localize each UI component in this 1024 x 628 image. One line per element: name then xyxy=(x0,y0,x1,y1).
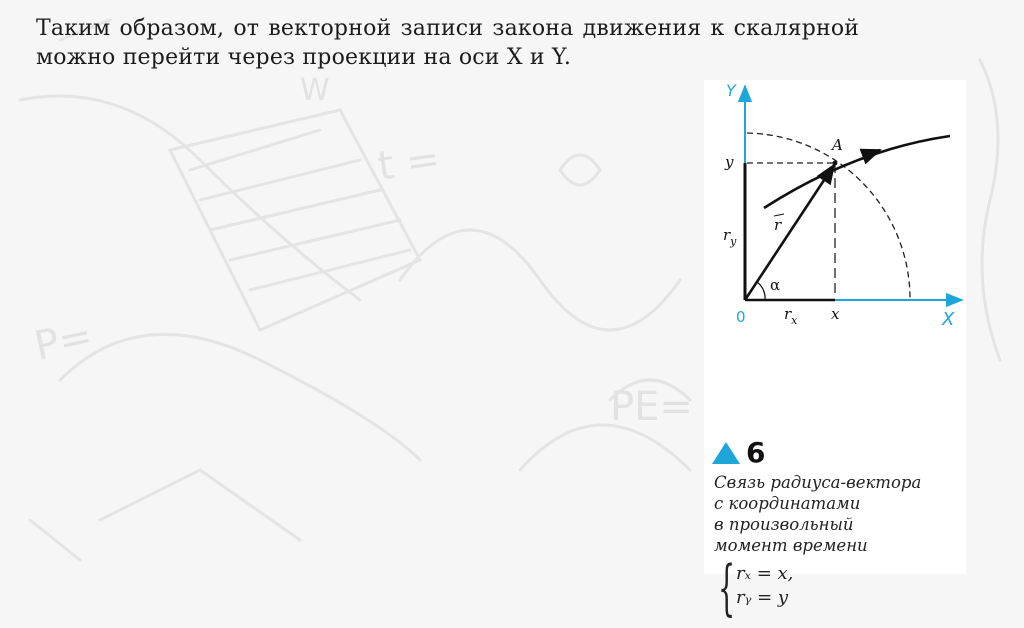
x-axis-label: X xyxy=(942,309,955,330)
equation-system xyxy=(718,553,794,628)
point-a-label: A xyxy=(832,136,843,154)
figure-panel xyxy=(704,80,966,623)
paragraph xyxy=(36,14,988,72)
dashed-arc xyxy=(747,133,910,298)
figure-number: 6 xyxy=(746,436,766,469)
svg-text:t =: t = xyxy=(374,135,443,190)
paragraph-line-1: Таким образом, от векторной записи закона движения к скалярной xyxy=(36,16,860,41)
brace-icon: { xyxy=(718,553,736,623)
figure-heading xyxy=(712,436,765,469)
r-vector-label: r xyxy=(774,216,782,234)
svg-text:P=: P= xyxy=(30,312,97,370)
paragraph-line-2: можно перейти через проекции на оси X и Y. xyxy=(36,45,572,70)
trajectory-curve xyxy=(764,136,950,208)
radius-vector-figure xyxy=(704,80,966,340)
alpha-label: α xyxy=(770,276,781,294)
radius-vector xyxy=(745,165,834,300)
svg-text:PE=: PE= xyxy=(610,384,693,430)
figure-caption xyxy=(714,472,964,556)
svg-text:W: W xyxy=(300,73,330,108)
equation-ry: rᵧ = y xyxy=(736,587,789,608)
point-a xyxy=(833,161,838,166)
alpha-arc xyxy=(757,282,765,300)
x-coordinate-label: x xyxy=(831,305,840,323)
equation-rx: rₓ = x, xyxy=(736,563,794,584)
rx-label: $r_x$ xyxy=(784,305,798,327)
triangle-icon xyxy=(712,442,740,464)
caption-line-4: момент времени xyxy=(714,536,868,555)
caption-line-1: Связь радиуса-вектора xyxy=(714,473,922,492)
y-axis-label: Y xyxy=(726,81,736,100)
equations xyxy=(736,562,793,628)
y-coordinate-label: y xyxy=(725,153,734,171)
caption-line-2: с координатами xyxy=(714,494,861,513)
ry-label: $r_y$ xyxy=(723,226,737,248)
origin-label: 0 xyxy=(736,308,746,326)
caption-line-3: в произвольный xyxy=(714,515,854,534)
